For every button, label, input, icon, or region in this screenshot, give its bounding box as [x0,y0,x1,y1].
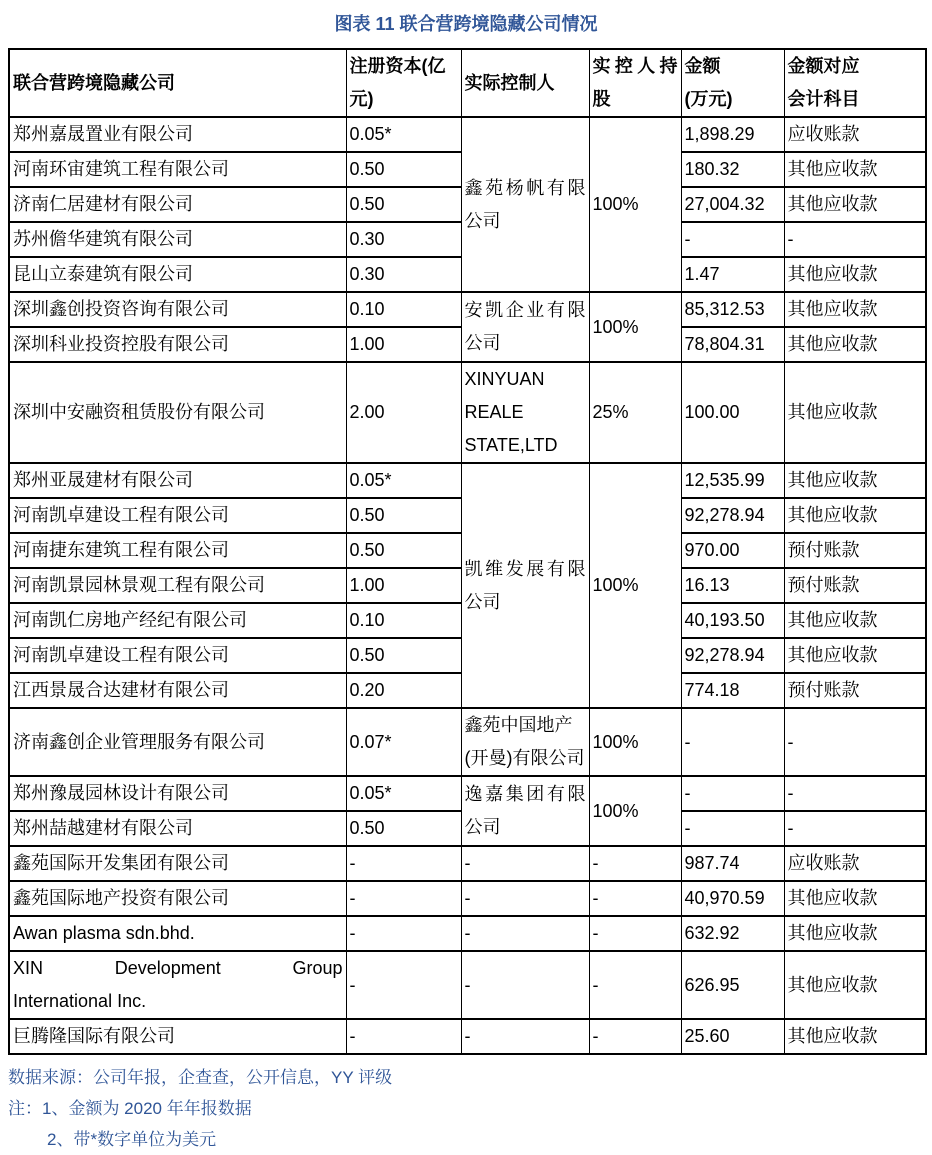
table-cell: 河南凯景园林景观工程有限公司 [9,568,346,603]
note-1: 注：1、金额为 2020 年年报数据 [8,1099,252,1118]
table-footer [8,1062,932,1155]
table-cell: - [681,222,784,257]
table-row [9,362,926,463]
cell-line: 联合营跨境隐藏公司 [13,72,175,93]
table-cell: 92,278.94 [681,638,784,673]
table-title: 图表 11 联合营跨境隐藏公司情况 [334,14,598,34]
table-cell: 626.95 [681,951,784,1019]
table-row [9,292,926,327]
table-cell: 其他应收款 [784,463,926,498]
cell-line: 公司 [464,817,501,837]
table-row [9,916,926,951]
cell-line: 金额对应 [787,56,860,76]
data-source-note: 数据来源：公司年报，企查查，公开信息，YY 评级 [8,1068,393,1087]
table-cell: 25% [589,362,681,463]
cell-line: 金额 [684,56,721,76]
cell-line: XIN Development Group [13,958,343,978]
table-cell: 其他应收款 [784,603,926,638]
table-cell: 其他应收款 [784,257,926,292]
header-cell-4 [681,49,784,117]
header-cell-1 [346,49,461,117]
header-cell-5 [784,49,926,117]
table-row [9,1019,926,1054]
table-cell: - [784,222,926,257]
cell-line: 实际控制人 [464,72,555,93]
table-cell: Awan plasma sdn.bhd. [9,916,346,951]
table-cell: - [589,916,681,951]
table-cell: 郑州亚晟建材有限公司 [9,463,346,498]
table-cell: 40,193.50 [681,603,784,638]
table-cell [461,292,589,362]
table-cell: - [681,708,784,776]
table-cell: 100% [589,117,681,292]
table-cell: - [461,916,589,951]
cell-line: XINYUAN [464,369,545,389]
table-body [9,117,926,1054]
table-cell: 40,970.59 [681,881,784,916]
cell-line: 公司 [464,333,501,353]
table-cell: 预付账款 [784,673,926,708]
table-cell: 预付账款 [784,568,926,603]
table-cell: 1.47 [681,257,784,292]
table-cell: - [681,776,784,811]
table-cell: 其他应收款 [784,362,926,463]
header-cell-0 [9,49,346,117]
table-cell: 江西景晟合达建材有限公司 [9,673,346,708]
table-cell: 100% [589,708,681,776]
table-cell: 16.13 [681,568,784,603]
cell-line: International Inc. [13,991,147,1011]
table-cell: 100% [589,463,681,708]
table-cell: 深圳中安融资租赁股份有限公司 [9,362,346,463]
table-cell: 0.10 [346,292,461,327]
table-cell: 鑫苑国际开发集团有限公司 [9,846,346,881]
table-cell: 0.50 [346,187,461,222]
table-cell: 苏州儋华建筑有限公司 [9,222,346,257]
note-2: 2、带*数字单位为美元 [47,1130,217,1149]
table-cell: 其他应收款 [784,638,926,673]
table-row [9,708,926,776]
table-row [9,846,926,881]
table-cell: 0.50 [346,152,461,187]
table-cell: - [346,916,461,951]
table-cell: 1.00 [346,327,461,362]
table-cell: 0.20 [346,673,461,708]
table-cell: - [784,776,926,811]
table-cell: 郑州豫晟园林设计有限公司 [9,776,346,811]
cell-line: 会计科目 [787,89,860,109]
table-cell: - [461,881,589,916]
table-cell: 应收账款 [784,846,926,881]
table-cell: 100% [589,292,681,362]
table-cell: 其他应收款 [784,327,926,362]
table-cell: 100% [589,776,681,846]
table-cell: 其他应收款 [784,916,926,951]
table-cell: 其他应收款 [784,187,926,222]
cell-line: REALE [464,402,524,422]
table-cell: - [346,951,461,1019]
table-cell: 970.00 [681,533,784,568]
cell-line: (万元) [684,89,733,109]
table-cell [461,776,589,846]
table-header [9,49,926,117]
table-row [9,881,926,916]
table-cell: - [681,811,784,846]
table-cell: 92,278.94 [681,498,784,533]
table-cell: 深圳科业投资控股有限公司 [9,327,346,362]
table-cell: 0.10 [346,603,461,638]
table-cell: 郑州喆越建材有限公司 [9,811,346,846]
table-cell: - [461,1019,589,1054]
table-cell: 其他应收款 [784,498,926,533]
table-cell: 100.00 [681,362,784,463]
table-cell: - [784,708,926,776]
table-cell: 昆山立泰建筑有限公司 [9,257,346,292]
cell-line: (开曼)有限公司 [464,748,585,768]
table-cell: 85,312.53 [681,292,784,327]
cell-line: 逸嘉集团有限 [464,784,586,804]
table-cell: 其他应收款 [784,881,926,916]
cell-line: STATE,LTD [464,435,558,455]
table-cell: 632.92 [681,916,784,951]
table-cell: 180.32 [681,152,784,187]
table-cell: 济南仁居建材有限公司 [9,187,346,222]
table-cell: 鑫苑国际地产投资有限公司 [9,881,346,916]
table-cell: 其他应收款 [784,1019,926,1054]
table-cell: 774.18 [681,673,784,708]
table-cell: 深圳鑫创投资咨询有限公司 [9,292,346,327]
table-cell: 河南捷东建筑工程有限公司 [9,533,346,568]
table-cell: 0.07* [346,708,461,776]
table-cell: 0.05* [346,776,461,811]
table-cell: 河南凯卓建设工程有限公司 [9,638,346,673]
table-row [9,776,926,811]
table-cell: 其他应收款 [784,292,926,327]
cell-line: 安凯企业有限 [464,300,586,320]
table-row [9,951,926,1019]
table-cell: 0.50 [346,533,461,568]
table-cell [461,463,589,708]
header-cell-2 [461,49,589,117]
table-cell: - [346,1019,461,1054]
table-cell [461,117,589,292]
table-cell: - [589,881,681,916]
table-cell [9,951,346,1019]
table-cell: 1,898.29 [681,117,784,152]
cell-line: 公司 [464,591,501,612]
table-cell: 25.60 [681,1019,784,1054]
table-cell: 0.05* [346,463,461,498]
table-cell [461,362,589,463]
table-cell: - [589,951,681,1019]
cell-line: 实控人持 [592,56,678,76]
table-cell: - [589,846,681,881]
table-cell: 预付账款 [784,533,926,568]
table-cell: 987.74 [681,846,784,881]
header-cell-3 [589,49,681,117]
table-cell: 郑州嘉晟置业有限公司 [9,117,346,152]
table-cell: 2.00 [346,362,461,463]
table-row [9,463,926,498]
table-cell: 1.00 [346,568,461,603]
table-row [9,117,926,152]
cell-line: 注册资本(亿 [349,56,446,76]
table-cell: - [346,846,461,881]
table-cell [461,708,589,776]
cell-line: 鑫苑中国地产 [464,715,573,735]
table-cell: 0.30 [346,222,461,257]
table-cell: 河南环宙建筑工程有限公司 [9,152,346,187]
table-cell: - [589,1019,681,1054]
table-cell: - [346,881,461,916]
table-cell: 27,004.32 [681,187,784,222]
cell-line: 公司 [464,210,501,231]
table-cell: 其他应收款 [784,951,926,1019]
table-cell: 0.05* [346,117,461,152]
table-cell: 0.50 [346,498,461,533]
cell-line: 元) [349,89,374,109]
table-cell: - [784,811,926,846]
table-cell: - [461,951,589,1019]
table-cell: 12,535.99 [681,463,784,498]
table-cell: 河南凯仁房地产经纪有限公司 [9,603,346,638]
cell-line: 凯维发展有限 [464,558,586,579]
table-cell: 0.30 [346,257,461,292]
table-cell: 巨腾隆国际有限公司 [9,1019,346,1054]
table-cell: 济南鑫创企业管理服务有限公司 [9,708,346,776]
table-cell: 0.50 [346,638,461,673]
table-cell: 0.50 [346,811,461,846]
header-row [9,49,926,117]
table-cell: 河南凯卓建设工程有限公司 [9,498,346,533]
table-cell: 应收账款 [784,117,926,152]
cell-line: 鑫苑杨帆有限 [464,177,586,198]
table-cell: 78,804.31 [681,327,784,362]
table-cell: - [461,846,589,881]
cell-line: 股 [592,89,611,109]
table-cell: 其他应收款 [784,152,926,187]
hidden-companies-table [8,48,927,1055]
